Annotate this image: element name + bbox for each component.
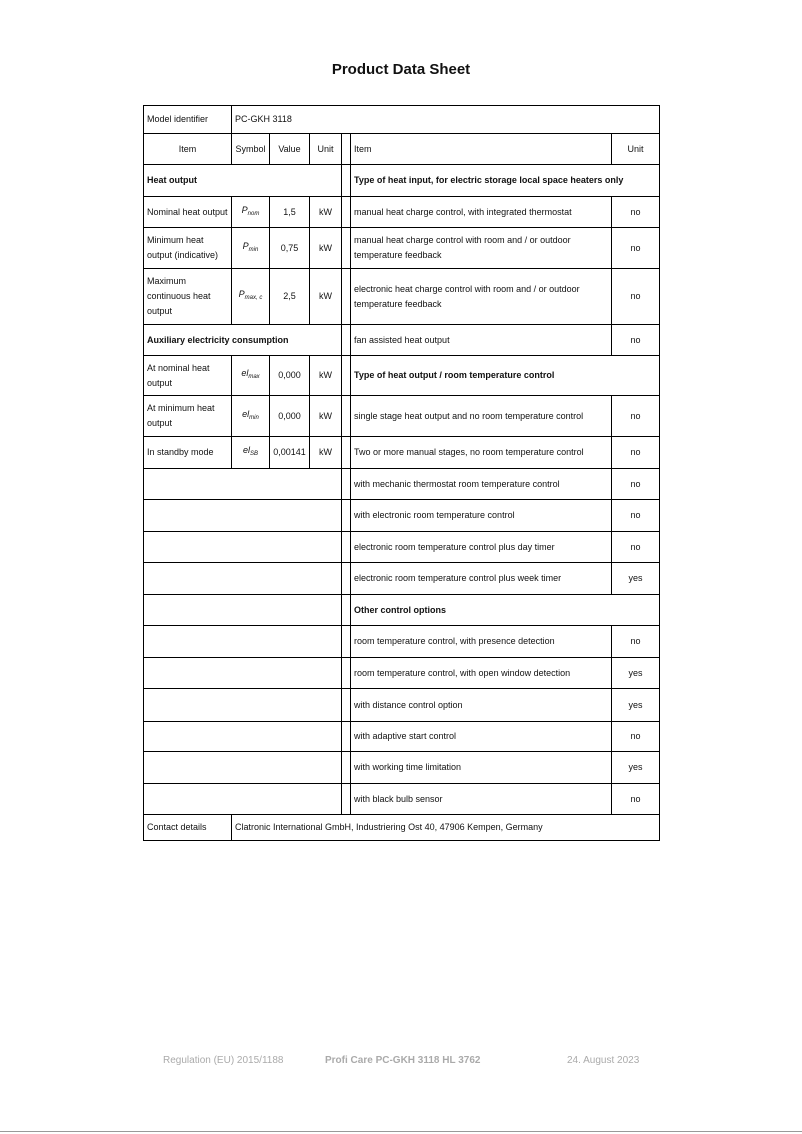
spacer-cell [342, 356, 351, 396]
item-cell: electronic heat charge control with room and / or outdoor temperature feedback [351, 269, 612, 325]
value-cell: 1,5 [270, 197, 310, 228]
empty-cell [144, 469, 342, 500]
spacer-cell [342, 532, 351, 563]
value-cell: 0,000 [270, 396, 310, 437]
value-cell: 0,000 [270, 356, 310, 396]
product-data-table [143, 105, 660, 841]
unit-cell: kW [310, 396, 342, 437]
value-cell: 2,5 [270, 269, 310, 325]
table-row [144, 396, 660, 437]
footer-regulation: Regulation (EU) 2015/1188 [163, 1055, 284, 1066]
spacer-cell [342, 469, 351, 500]
spacer-cell [342, 689, 351, 722]
unit-cell: kW [310, 356, 342, 396]
table-row [144, 595, 660, 626]
spacer-cell [342, 269, 351, 325]
empty-cell [144, 784, 342, 815]
spacer-cell [342, 595, 351, 626]
table-row [144, 658, 660, 689]
footer-date: 24. August 2023 [567, 1055, 640, 1066]
symbol-cell: $el_{max}$ [232, 356, 270, 396]
item-cell: Two or more manual stages, no room temperature control [351, 437, 612, 469]
item-cell: with mechanic thermostat room temperature control [351, 469, 612, 500]
spacer-cell [342, 500, 351, 532]
empty-cell [144, 532, 342, 563]
page-title: Product Data Sheet [331, 61, 471, 78]
item-cell: manual heat charge control with room and / or outdoor temperature feedback [351, 228, 612, 269]
item-cell: fan assisted heat output [351, 325, 612, 356]
unit-cell: kW [310, 437, 342, 469]
spacer-cell [342, 165, 351, 197]
unit-cell: yes [612, 658, 660, 689]
table-row [144, 228, 660, 269]
item-cell: with electronic room temperature control [351, 500, 612, 532]
unit-cell: yes [612, 752, 660, 784]
item-cell: electronic room temperature control plus week timer [351, 563, 612, 595]
empty-cell [144, 500, 342, 532]
table-row [144, 469, 660, 500]
contact-label: Contact details [144, 815, 232, 841]
spacer-cell [342, 626, 351, 658]
item-cell: Maximum continuous heat output [144, 269, 232, 325]
spacer-cell [342, 197, 351, 228]
unit-cell: no [612, 325, 660, 356]
header-symbol: Symbol [232, 134, 270, 165]
unit-cell: kW [310, 269, 342, 325]
item-cell: with black bulb sensor [351, 784, 612, 815]
unit-cell: yes [612, 689, 660, 722]
symbol-cell: $P_{min}$ [232, 228, 270, 269]
spacer-cell [342, 325, 351, 356]
empty-cell [144, 658, 342, 689]
unit-cell: yes [612, 563, 660, 595]
header-row [144, 134, 660, 165]
item-cell: In standby mode [144, 437, 232, 469]
item-cell: room temperature control, with presence detection [351, 626, 612, 658]
spacer-cell [342, 134, 351, 165]
header-unit-right: Unit [612, 134, 660, 165]
table-row [144, 197, 660, 228]
section-heading: Other control options [351, 595, 660, 626]
spacer-cell [342, 752, 351, 784]
unit-cell: kW [310, 228, 342, 269]
model-row [144, 106, 660, 134]
table-row [144, 784, 660, 815]
table-row [144, 689, 660, 722]
model-value: PC-GKH 3118 [232, 106, 660, 134]
footer-product: Profi Care PC-GKH 3118 HL 3762 [325, 1055, 481, 1066]
item-cell: Nominal heat output [144, 197, 232, 228]
spacer-cell [342, 722, 351, 752]
table-row [144, 269, 660, 325]
item-cell: with distance control option [351, 689, 612, 722]
item-cell: with adaptive start control [351, 722, 612, 752]
unit-cell: kW [310, 197, 342, 228]
table-row [144, 722, 660, 752]
symbol-cell: $el_{SB}$ [232, 437, 270, 469]
model-label: Model identifier [144, 106, 232, 134]
item-cell: At minimum heat output [144, 396, 232, 437]
unit-cell: no [612, 626, 660, 658]
table-row [144, 626, 660, 658]
header-item-right: Item [351, 134, 612, 165]
item-cell: with working time limitation [351, 752, 612, 784]
unit-cell: no [612, 197, 660, 228]
header-value: Value [270, 134, 310, 165]
unit-cell: no [612, 228, 660, 269]
spacer-cell [342, 658, 351, 689]
empty-cell [144, 563, 342, 595]
table-row [144, 437, 660, 469]
unit-cell: no [612, 469, 660, 500]
symbol-cell: $P_{nom}$ [232, 197, 270, 228]
item-cell: manual heat charge control, with integrated thermostat [351, 197, 612, 228]
unit-cell: no [612, 437, 660, 469]
empty-cell [144, 722, 342, 752]
value-cell: 0,75 [270, 228, 310, 269]
table-row [144, 325, 660, 356]
empty-cell [144, 689, 342, 722]
spacer-cell [342, 437, 351, 469]
contact-value: Clatronic International GmbH, Industriering Ost 40, 47906 Kempen, Germany [232, 815, 660, 841]
spacer-cell [342, 396, 351, 437]
unit-cell: no [612, 269, 660, 325]
section-heading: Auxiliary electricity consumption [144, 325, 342, 356]
value-cell: 0,00141 [270, 437, 310, 469]
unit-cell: no [612, 396, 660, 437]
table-row [144, 532, 660, 563]
empty-cell [144, 752, 342, 784]
header-unit: Unit [310, 134, 342, 165]
unit-cell: no [612, 532, 660, 563]
spacer-cell [342, 228, 351, 269]
symbol-cell: $P_{max, c}$ [232, 269, 270, 325]
empty-cell [144, 626, 342, 658]
empty-cell [144, 595, 342, 626]
table-row [144, 500, 660, 532]
symbol-cell: $el_{min}$ [232, 396, 270, 437]
spacer-cell [342, 784, 351, 815]
section-heading: Type of heat input, for electric storage local space heaters only [351, 165, 660, 197]
header-item: Item [144, 134, 232, 165]
item-cell: Minimum heat output (indicative) [144, 228, 232, 269]
table-row [144, 356, 660, 396]
table-row [144, 752, 660, 784]
spacer-cell [342, 563, 351, 595]
section-heading: Heat output [144, 165, 342, 197]
table-row [144, 563, 660, 595]
item-cell: electronic room temperature control plus day timer [351, 532, 612, 563]
item-cell: At nominal heat output [144, 356, 232, 396]
contact-row [144, 815, 660, 841]
unit-cell: no [612, 722, 660, 752]
item-cell: single stage heat output and no room temperature control [351, 396, 612, 437]
section-heading: Type of heat output / room temperature control [351, 356, 660, 396]
unit-cell: no [612, 500, 660, 532]
unit-cell: no [612, 784, 660, 815]
table-row [144, 165, 660, 197]
page-divider [0, 1131, 802, 1132]
item-cell: room temperature control, with open window detection [351, 658, 612, 689]
